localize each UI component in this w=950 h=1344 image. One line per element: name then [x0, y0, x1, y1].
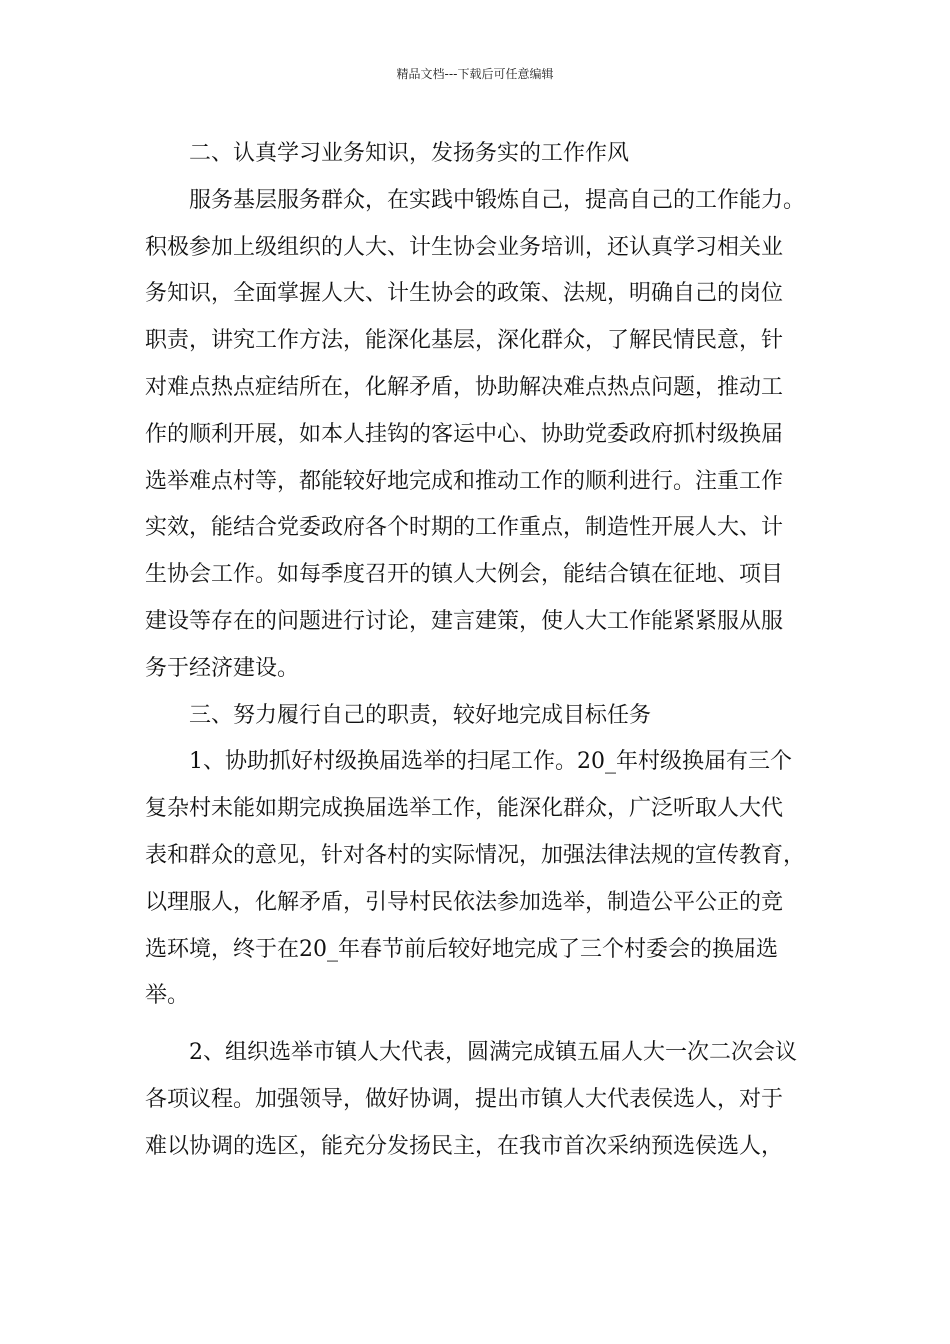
text-line: 服务基层服务群众，在实践中锻炼自己，提高自己的工作能力。 [189, 187, 806, 213]
text-line: 生协会工作。如每季度召开的镇人大例会，能结合镇在征地、项目 [145, 562, 784, 588]
paragraph [145, 693, 817, 740]
paragraph [145, 178, 817, 693]
text-line: 举。 [145, 983, 190, 1009]
text-line: 以理服人，化解矛盾，引导村民依法参加选举，制造公平公正的竞 [145, 889, 784, 915]
text-line: 表和群众的意见，针对各村的实际情况，加强法律法规的宣传教育， [145, 842, 806, 868]
paragraph [145, 1030, 817, 1170]
document-body [145, 131, 817, 1171]
text-line: 建设等存在的问题进行讨论，建言建策，使人大工作能紧紧服从服 [145, 608, 784, 634]
text-line: 各项议程。加强领导，做好协调，提出市镇人大代表侯选人，对于 [145, 1086, 784, 1112]
text-line: 选举难点村等，都能较好地完成和推动工作的顺利进行。注重工作 [145, 468, 784, 494]
text-line: 务于经济建设。 [145, 655, 300, 681]
text-line: 作的顺利开展，如本人挂钩的客运中心、协助党委政府抓村级换届 [145, 421, 784, 447]
text-line: 难以协调的选区，能充分发扬民主，在我市首次采纳预选侯选人， [145, 1133, 784, 1159]
text-line: 1、协助抓好村级换届选举的扫尾工作。20_年村级换届有三个 [189, 749, 792, 775]
paragraph [145, 131, 817, 178]
text-line: 实效，能结合党委政府各个时期的工作重点，制造性开展人大、计 [145, 515, 784, 541]
text-line: 务知识，全面掌握人大、计生协会的政策、法规，明确自己的岗位 [145, 281, 784, 307]
text-line: 职责，讲究工作方法，能深化基层，深化群众，了解民情民意，针 [145, 328, 784, 354]
text-line: 积极参加上级组织的人大、计生协会业务培训，还认真学习相关业 [145, 234, 784, 260]
text-line: 三、努力履行自己的职责，较好地完成目标任务 [189, 702, 652, 728]
text-line: 复杂村未能如期完成换届选举工作，能深化群众，广泛听取人大代 [145, 796, 784, 822]
page-header: 精品文档---下载后可任意编辑 [396, 67, 554, 81]
text-line: 选环境，终于在20_年春节前后较好地完成了三个村委会的换届选 [145, 936, 778, 962]
text-line: 二、认真学习业务知识，发扬务实的工作作风 [189, 141, 630, 166]
text-line: 对难点热点症结所在，化解矛盾，协助解决难点热点问题，推动工 [145, 374, 784, 400]
paragraph [145, 739, 817, 1020]
text-line: 2、组织选举市镇人大代表，圆满完成镇五届人大一次二次会议 [189, 1040, 797, 1066]
